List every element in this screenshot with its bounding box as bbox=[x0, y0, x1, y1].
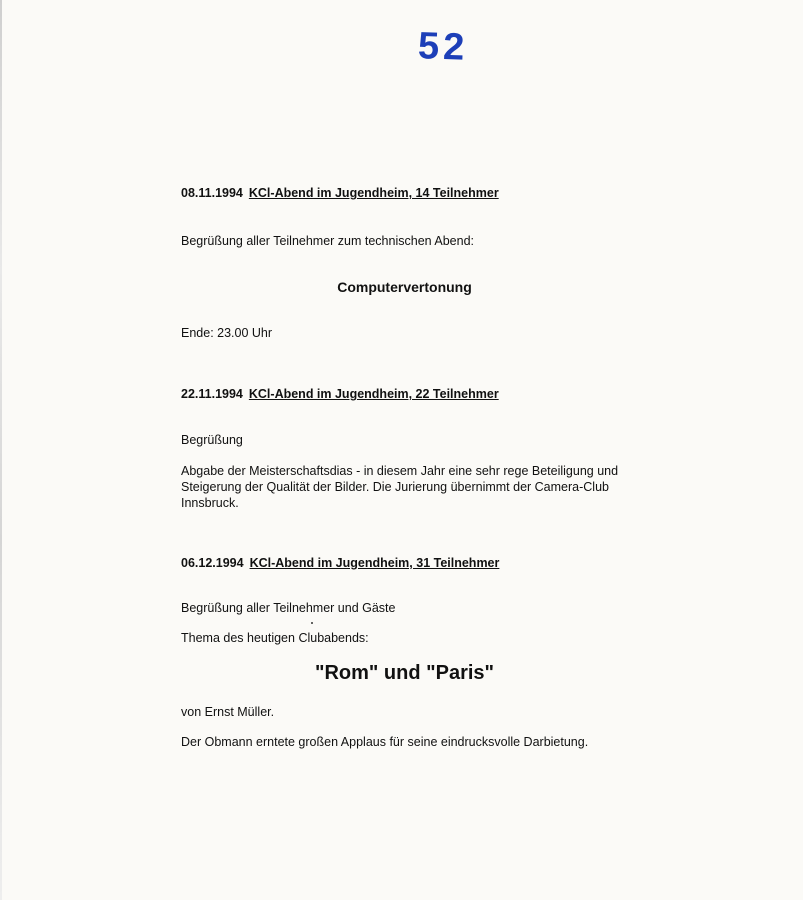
entry-title: KCl-Abend im Jugendheim, 22 Teilnehmer bbox=[248, 387, 499, 401]
entry-heading bbox=[181, 387, 499, 401]
ink-dot bbox=[311, 622, 313, 624]
entry-line: Begrüßung aller Teilnehmer und Gäste bbox=[181, 601, 396, 615]
entry-closing: Ende: 23.00 Uhr bbox=[181, 326, 273, 340]
entry-line: Begrüßung aller Teilnehmer zum technischen Abend: bbox=[181, 234, 474, 248]
entry-topic: "Rom" und "Paris" bbox=[314, 662, 495, 684]
entry-date: 22.11.1994 bbox=[181, 387, 243, 401]
entry-title: KCl-Abend im Jugendheim, 31 Teilnehmer bbox=[249, 556, 500, 570]
entry-title: KCl-Abend im Jugendheim, 14 Teilnehmer bbox=[248, 186, 499, 200]
entry-line: Begrüßung bbox=[181, 433, 243, 447]
entry-date: 08.11.1994 bbox=[181, 186, 243, 200]
entry-line: Thema des heutigen Clubabends: bbox=[181, 631, 369, 645]
entry-date: 06.12.1994 bbox=[181, 556, 244, 570]
entry-line: Der Obmann erntete großen Applaus für seine eindrucksvolle Darbietung. bbox=[181, 735, 589, 749]
page-edge bbox=[0, 0, 2, 900]
entry-line: von Ernst Müller. bbox=[181, 705, 275, 719]
entry-paragraph: Abgabe der Meisterschaftsdias - in diesem Jahr eine sehr rege Beteiligung und Steigerung der Qualität der Bilder. Die Jurierung übernimmt der Camera-Club Innsbruck. bbox=[181, 464, 619, 510]
entry-heading bbox=[181, 556, 499, 570]
entry-topic: Computervertonung bbox=[337, 279, 472, 295]
entry-heading bbox=[181, 186, 499, 200]
page-number: 52 bbox=[417, 25, 470, 69]
